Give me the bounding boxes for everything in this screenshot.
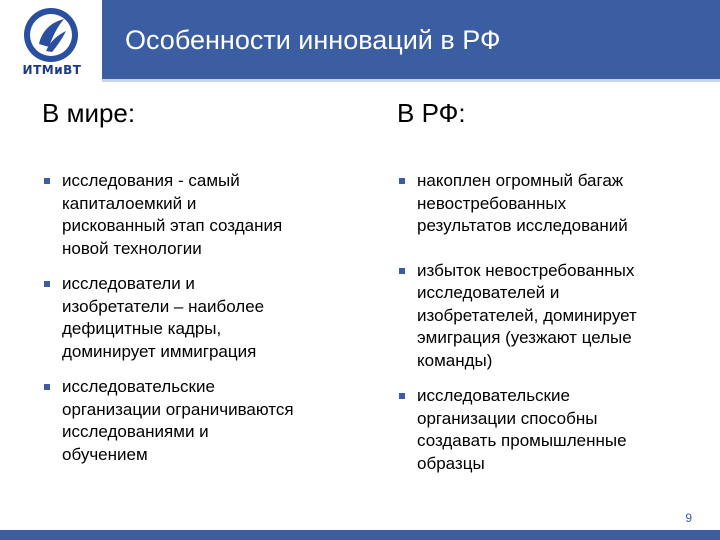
footer-bar (0, 530, 720, 540)
bullet-text-line: избыток невостребованных (417, 260, 635, 280)
bullet-text-line: организации ограничиваются (62, 399, 294, 419)
bullet-marker (44, 384, 50, 390)
column-heading-world: В мире: (42, 98, 136, 128)
bullet-text-line: команды) (417, 350, 493, 370)
bullet-text-line: невостребованных (417, 193, 567, 213)
bullet-marker (399, 393, 405, 399)
title-divider (102, 79, 720, 82)
bullet-text-line: создавать промышленные (417, 431, 627, 450)
bullet-marker (399, 178, 405, 184)
bullet-text-line: изобретатели – наиболее (62, 296, 265, 316)
bullet-text-line: исследователи и (62, 274, 195, 293)
page-number: 9 (685, 511, 692, 525)
bullet-marker (44, 281, 50, 287)
bullet-text-line: эмиграция (уезжают целые (417, 328, 632, 347)
bullet-marker (399, 268, 405, 274)
bullet-text-line: новой технологии (62, 238, 202, 258)
bullet-text-line: рискованный этап создания (62, 216, 283, 235)
bullet-marker (44, 178, 50, 184)
bullet-text-line: доминирует иммиграция (62, 341, 257, 361)
bullet-text-line: изобретателей, доминирует (417, 305, 637, 325)
bullet-text-line: исследователей и (417, 283, 560, 302)
bullet-item (397, 385, 697, 475)
slide-title: Особенности инноваций в РФ (125, 25, 501, 55)
bullet-text-line: дефицитные кадры, (62, 319, 222, 338)
bullet-text-line: обучением (62, 444, 148, 464)
bullet-item (397, 170, 697, 238)
column-rf (397, 170, 697, 475)
bullet-item (42, 376, 342, 466)
logo (0, 0, 102, 85)
bullet-text-line: исследованиями и (62, 422, 209, 441)
bullet-text-line: капиталоемкий и (62, 193, 197, 213)
column-heading-rf: В РФ: (397, 98, 466, 128)
bullet-item (397, 260, 697, 373)
bullet-text-line: результатов исследований (417, 216, 628, 235)
column-world (42, 170, 342, 466)
bullet-text-line: исследовательские (62, 377, 215, 396)
bullet-item (42, 170, 342, 260)
bullet-text-line: накоплен огромный багаж (417, 171, 624, 190)
bullet-text-line: образцы (417, 453, 485, 473)
bullet-item (42, 273, 342, 363)
logo-text: ИТМиВТ (22, 63, 82, 77)
bullet-text-line: исследовательские (417, 386, 570, 405)
itmivt-logo-icon (22, 6, 80, 64)
bullet-text-line: организации способны (417, 408, 598, 428)
bullet-text-line: исследования - самый (62, 171, 240, 190)
